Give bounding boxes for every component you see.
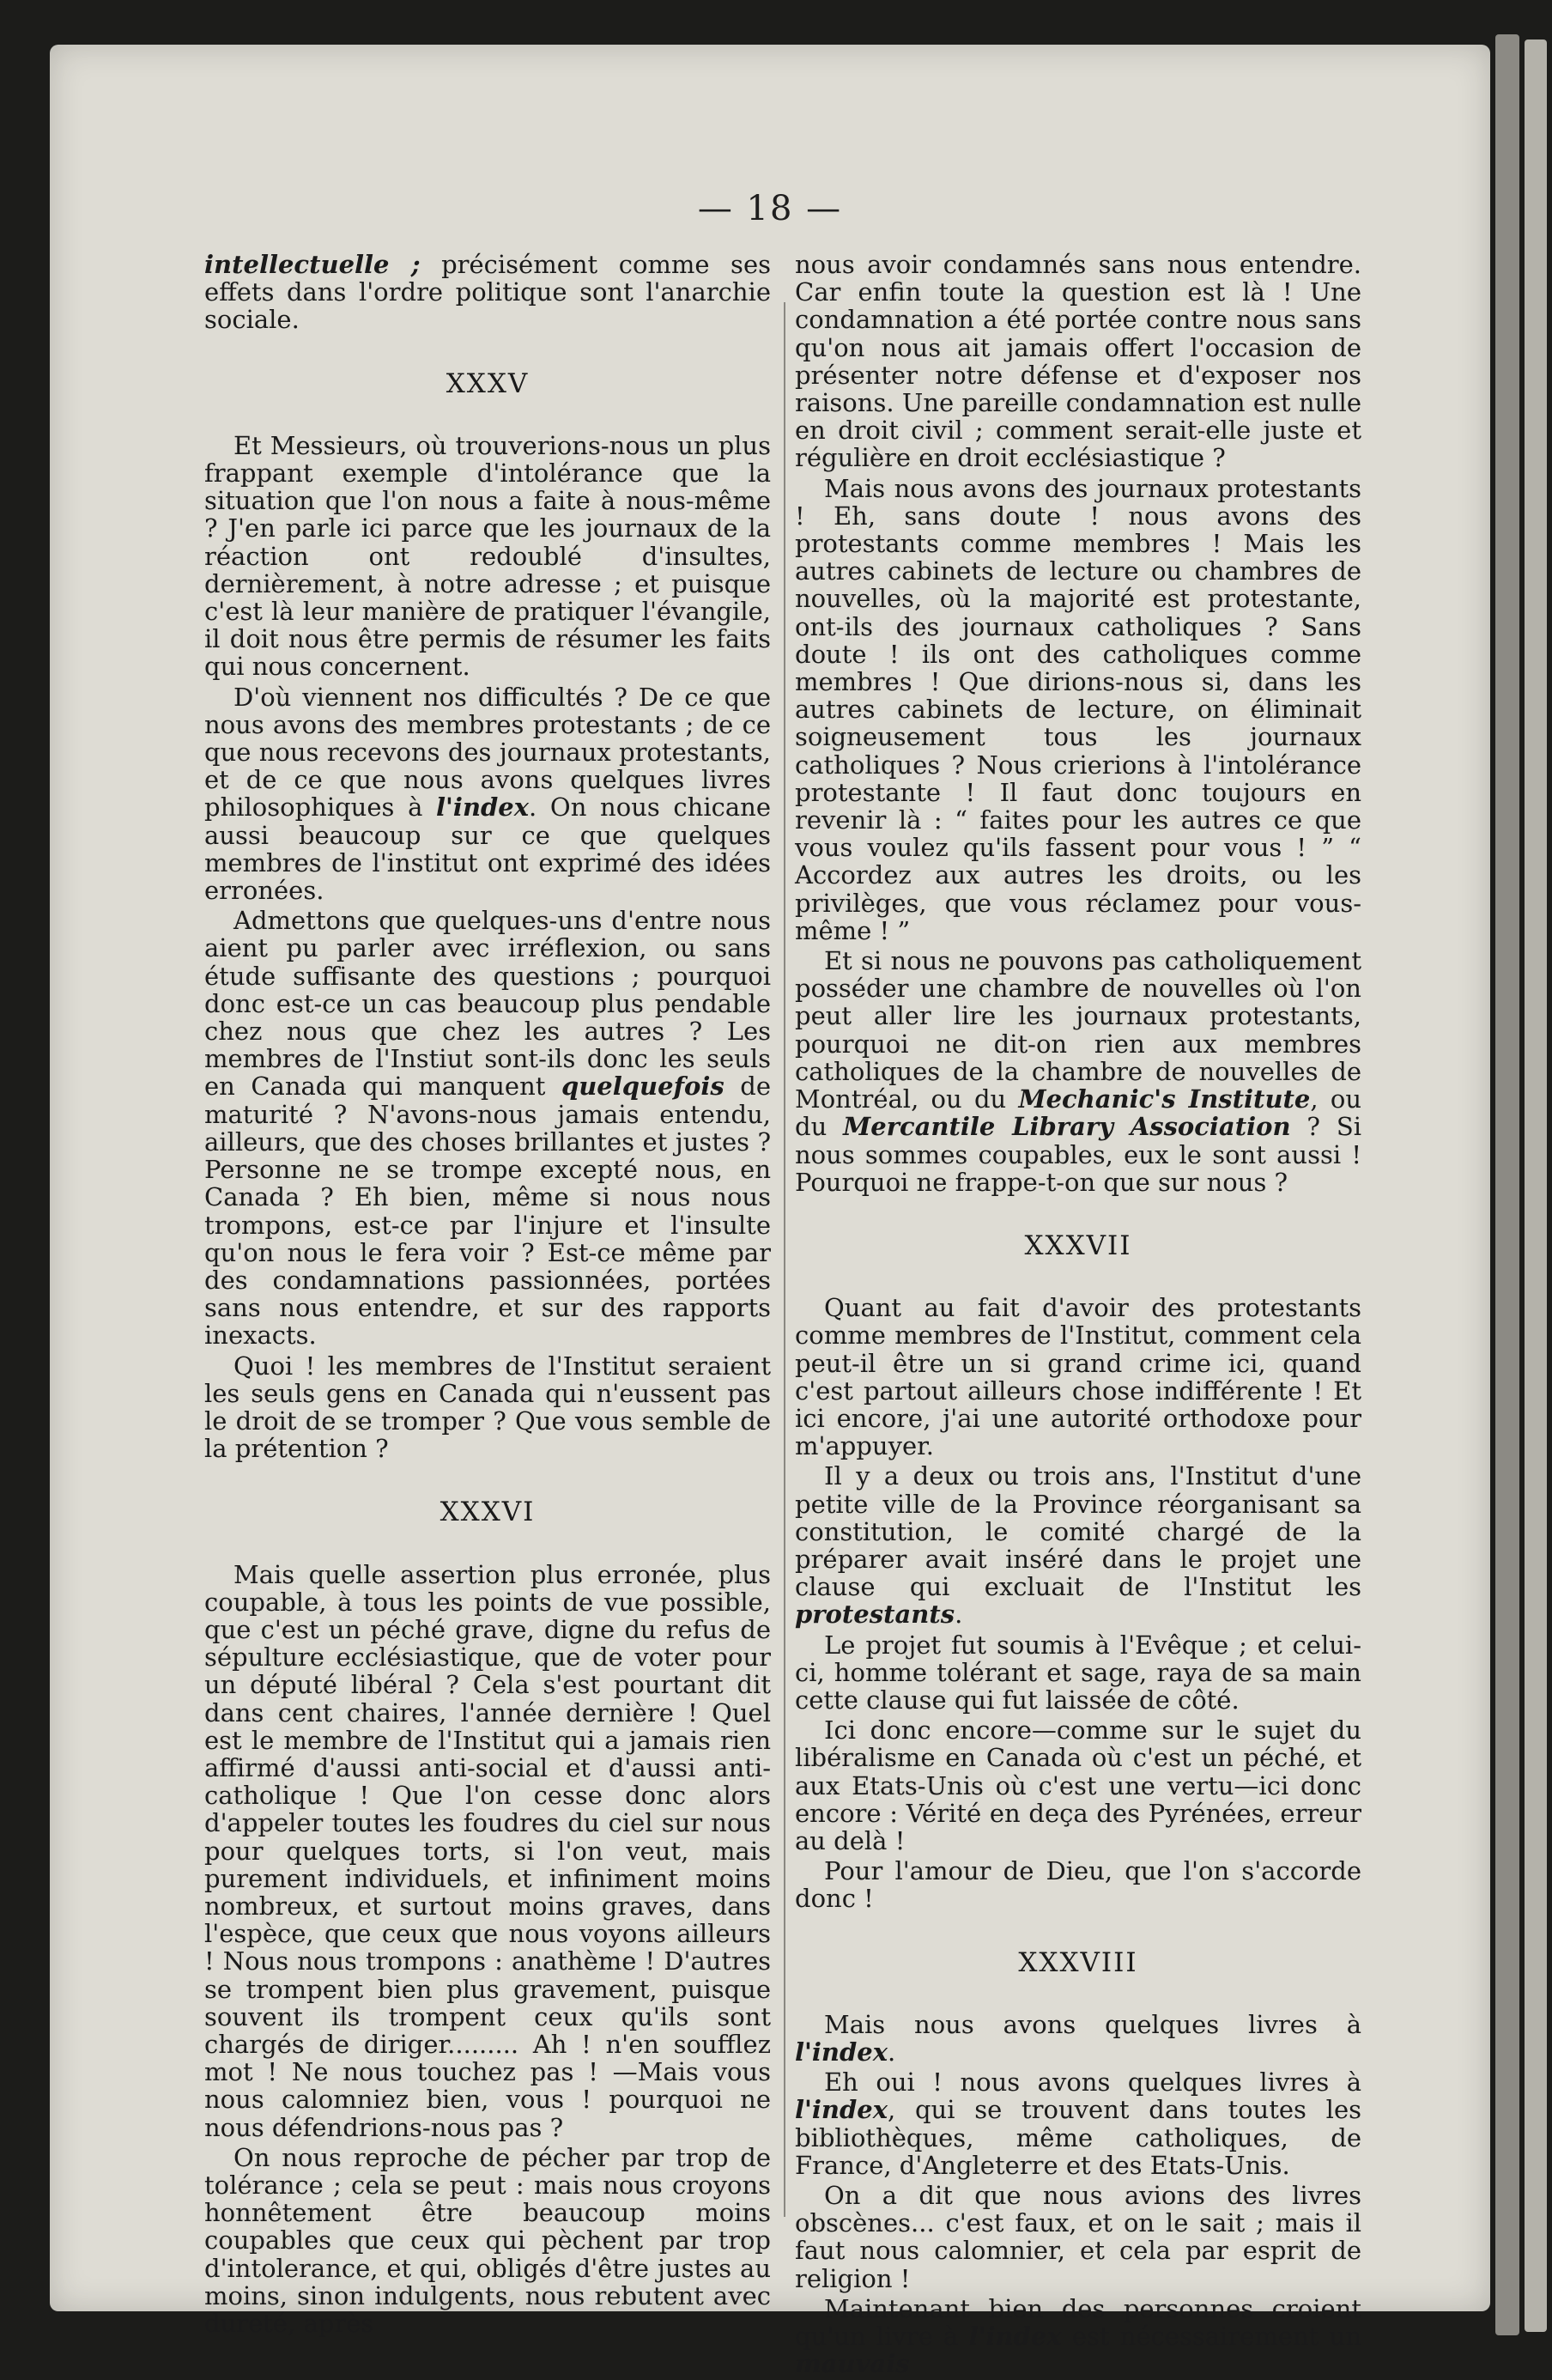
text-run: Admettons que quelques-uns d'entre nous aient pu parler avec irréflexion, ou sans étude suffisante des questions ; pourquoi donc est-ce un cas beaucoup plus pendable chez nous que chez les autres ? Les membres de l'Instiut sont-ils donc les seuls en Canada qui manquent — [204, 906, 771, 1102]
italic-text: quelquefois — [561, 1072, 724, 1102]
italic-text: l'index — [436, 792, 530, 823]
text-run: . On nous chicane aussi beaucoup sur ce que quelques membres de l'institut ont exprimé des idées erronées. — [204, 792, 771, 906]
italic-text: l'index — [795, 2037, 888, 2067]
text-run: Et si nous ne pouvons pas catholiquement posséder une chambre de nouvelles où l'on peut aller lire les journaux protestants, pourquoi ne dit-on rien aux membres catholiques de la chambre de nouvelles de Montréal, ou du — [795, 946, 1361, 1114]
text-run: Eh oui ! nous avons quelques livres à — [824, 2067, 1361, 2098]
paragraph: Pour l'amour de Dieu, que l'on s'accorde donc ! — [795, 1856, 1361, 1914]
paragraph — [795, 2011, 1361, 2066]
text-run: de maturité ? N'avons-nous jamais entendu, ailleurs, que des choses brillantes et justes ? Personne ne se trompe excepté nous, en Canada ? Eh bien, même si nous nous trompons, est-ce par l'injure et l'insulte qu'on nous le fera voir ? Est-ce même par des condamnations passionnées, portées sans nous entendre, et sur des rapports inexacts. — [204, 1072, 771, 1351]
paragraph: Mais nous avons des journaux protestants ! Eh, sans doute ! nous avons des protestants comme membres ! Mais les autres cabinets de lecture ou chambres de nouvelles, où la majorité est protestante, ont-ils des journaux catholiques ? Sans doute ! ils ont des catholiques comme membres ! Que dirions-nous si, dans les autres cabinets de lecture, on éliminait soigneusement tous les journaux catholiques ? Nous crierions à l'intolérance protestante ! Il faut donc toujours en revenir là : “ faites pour les autres ce que vous voulez qu'ils fassent pour vous ! ” “ Accordez aux autres les droits, ou les privilèges, que vous réclamez pour vous-même ! ” — [795, 473, 1361, 945]
page-number: — 18 — — [697, 189, 843, 228]
paragraph — [204, 907, 771, 1349]
text-run: D'où viennent nos difficultés ? De ce que nous avons des membres protestants ; de ce que nous recevons des journaux protestants, et de ce que nous avons quelques livres philosophiques à — [204, 682, 771, 823]
italic-text: intellectuelle ; — [204, 250, 421, 279]
paragraph: Et Messieurs, où trouverions-nous un plus frappant exemple d'intolérance que la situation que l'on nous a faite à nous-même ? J'en parle ici parce que les journaux de la réaction ont redoublé d'insultes, dernièrement, à notre adresse ; et puisque c'est là leur manière de pratiquer l'évangile, il doit nous être permis de résumer les faits qui nous concernent. — [204, 430, 771, 682]
text-run: Maintenant bien des personnes croient qu'un livre à — [795, 2293, 1361, 2352]
section-heading-xxxvii: XXXVII — [1024, 1229, 1132, 1261]
paragraph: Le projet fut soumis à l'Evêque ; et celui-ci, homme tolérant et sage, raya de sa main cette clause qui fut laissée de côté. — [795, 1630, 1361, 1715]
adjacent-page-edge — [1495, 34, 1519, 2335]
paragraph — [795, 2295, 1361, 2378]
text-run: ? Si nous sommes coupables, eux le sont aussi ! Pourquoi ne frappe-t-on que sur nous ? — [795, 1112, 1361, 1197]
paragraph — [795, 1462, 1361, 1628]
paragraph — [204, 683, 771, 905]
paragraph — [795, 2068, 1361, 2179]
text-run: , qui se trouvent dans toutes les bibliothèques, même catholiques, de France, d'Angleterre et des Etats-Unis. — [795, 2095, 1361, 2180]
paragraph: Ici donc encore—comme sur le sujet du libéralisme en Canada où c'est un péché, et aux Etats-Unis où c'est une vertu—ici donc encore : Vérité en deça des Pyrénées, erreur au delà ! — [795, 1715, 1361, 1855]
section-heading-xxxviii: XXXVIII — [1018, 1946, 1138, 1978]
italic-text: Mercantile Library Association — [843, 1112, 1291, 1142]
italic-text: mauvais — [795, 2349, 910, 2379]
paragraph — [795, 947, 1361, 1196]
paragraph: Quoi ! les membres de l'Institut seraient les seuls gens en Canada qui n'eussent pas le droit de se tromper ? Que vous semble de la prétention ? — [204, 1351, 771, 1464]
text-run: précisément comme ses effets dans l'ordre politique sont l'anarchie sociale. — [204, 250, 771, 335]
column-divider — [784, 302, 785, 2217]
document-page — [50, 45, 1490, 2379]
paragraph — [204, 251, 771, 334]
paragraph: Mais quelle assertion plus erronée, plus coupable, à tous les points de vue possible, que c'est un péché grave, digne du refus de sépulture ecclésiastique, que de voter pour un député libéral ? Cela s'est pourtant dit dans cent chaires, l'année dernière ! Quel est le membre de l'Institut qui a jamais rien affirmé d'aussi anti-social et d'aussi anti-catholique ! Que l'on cesse donc alors d'appeler toutes les foudres du ciel sur nous pour quelques torts, si l'on veut, mais purement individuels, et infiniment moins nombreux, et surtout moins graves, dans l'espèce, que ceux que nous voyons ailleurs ! Nous nous trompons : anathème ! D'autres se trompent bien plus gravement, puisque souvent ils trompent ceux qu'ils sont chargés de diriger......... Ah ! n'en soufflez mot ! Ne nous touchez pas ! —Mais vous nous calomniez bien, vous ! pourquoi ne nous défendrions-nous pas ? — [204, 1559, 771, 2142]
right-column — [795, 251, 1361, 2380]
text-run: est nécessairement un — [1061, 2322, 1361, 2352]
paragraph: On nous reproche de pécher par trop de tolérance ; cela se peut : mais nous croyons honnêtement être beaucoup moins coupables que ceux qui pèchent par trop d'intolerance, et qui, obligés d'être justes au moins, sinon indulgents, nous rebutent avec dureté, après — [204, 2142, 771, 2339]
paragraph: On a dit que nous avions des livres obscènes... c'est faux, et on le sait ; mais il faut nous calomnier, et cela par esprit de religion ! — [795, 2181, 1361, 2293]
text-run: . — [888, 2037, 896, 2067]
adjacent-page-edge-outer — [1525, 39, 1547, 2332]
italic-text: l'index — [968, 2322, 1062, 2352]
paragraph: nous avoir condamnés sans nous entendre. Car enfin toute la question est là ! Une condamnation a été portée contre nous sans qu'on nous ait jamais offert l'occasion de présenter notre défense et d'exposer nos raisons. Une pareille condamnation est nulle en droit civil ; comment serait-elle juste et régulière en droit ecclésiastique ? — [795, 250, 1361, 473]
text-run: Il y a deux ou trois ans, l'Institut d'une petite ville de la Province réorganisant sa constitution, le comité chargé de la préparer avait inséré dans le projet une clause qui excluait de l'Institut les — [795, 1461, 1361, 1602]
text-run: , ou du — [795, 1084, 1361, 1142]
text-run: Mais nous avons quelques livres à — [824, 2009, 1361, 2039]
italic-text: Mechanic's Institute — [1018, 1084, 1311, 1114]
section-heading-xxxv: XXXV — [446, 367, 530, 399]
section-heading-xxxvi: XXXVI — [440, 1497, 536, 1528]
italic-text: l'index — [795, 2095, 888, 2125]
paragraph: Quant au fait d'avoir des protestants comme membres de l'Institut, comment cela peut-il être un si grand crime ici, quand c'est partout ailleurs chose indifférente ! Et ici encore, j'ai une autorité orthodoxe pour m'appuyer. — [795, 1293, 1361, 1461]
text-run: . — [955, 1600, 963, 1630]
italic-text: protestants — [795, 1600, 955, 1630]
left-column — [204, 251, 771, 2340]
